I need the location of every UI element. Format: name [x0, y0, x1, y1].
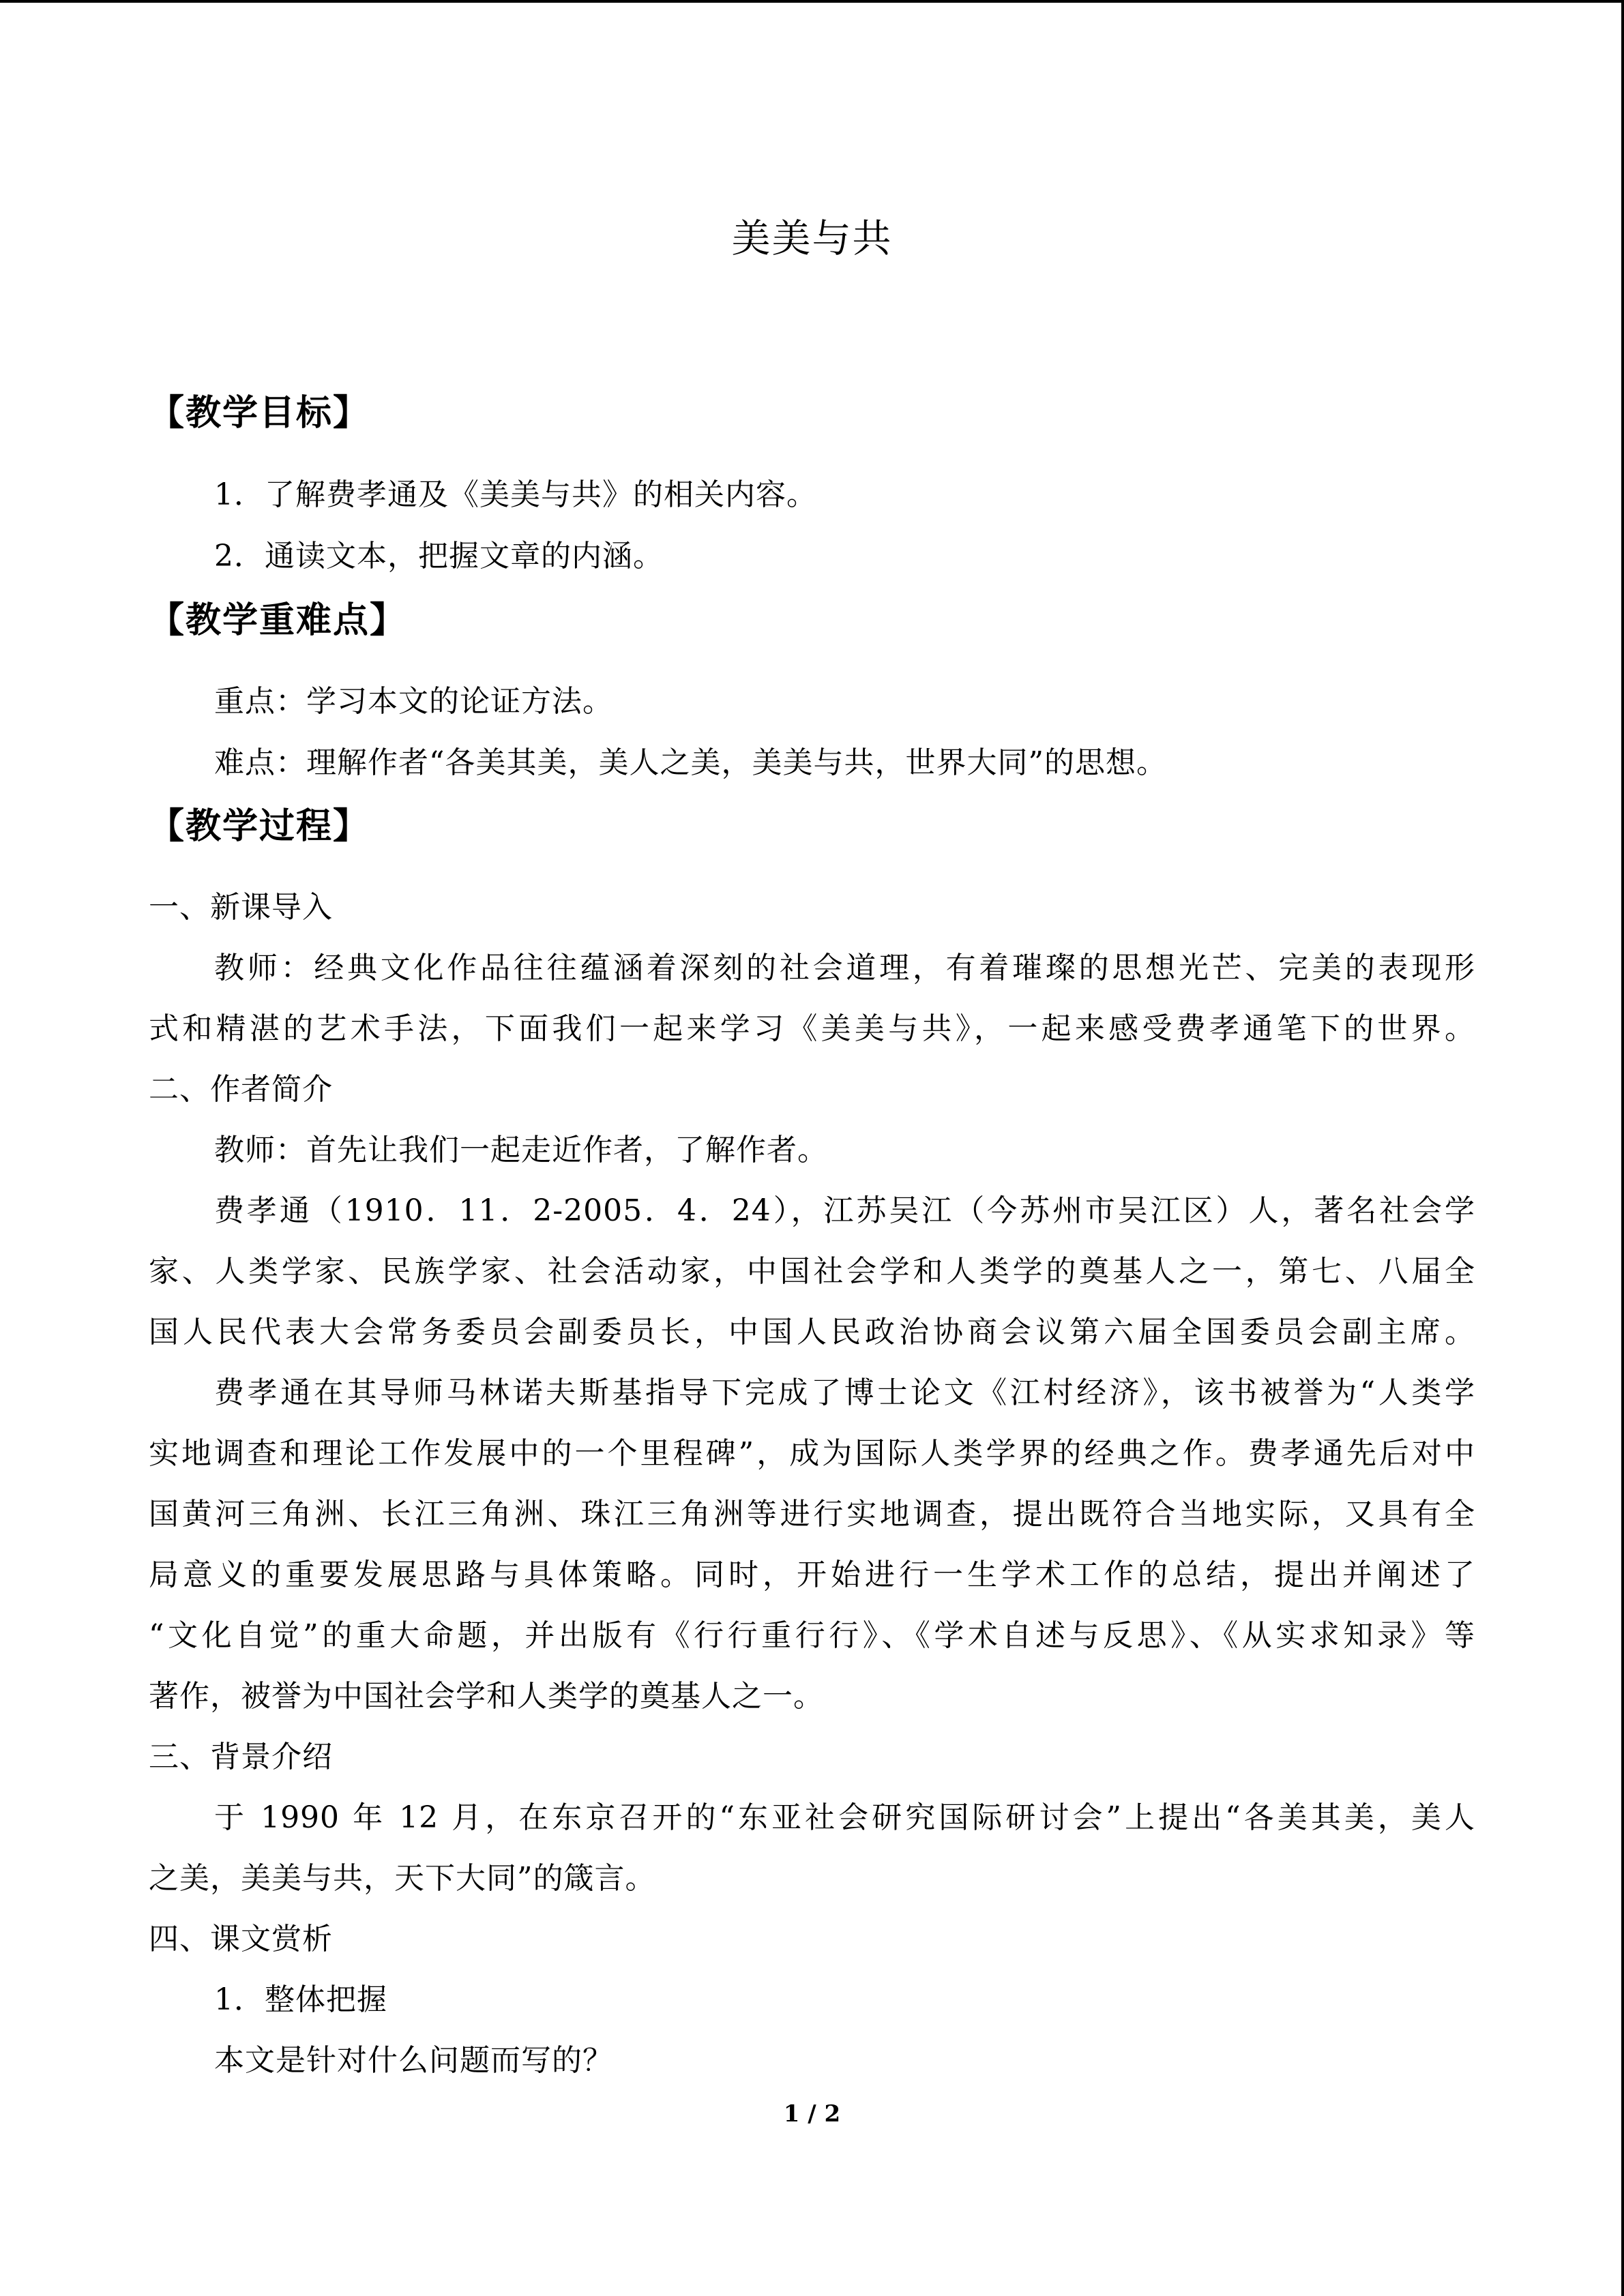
- paragraph-line: 费孝通在其导师马林诺夫斯基指导下完成了博士论文《江村经济》，该书被誉为“人类学: [214, 1375, 1475, 1410]
- paragraph-line: 著作，被誉为中国社会学和人类学的奠基人之一。: [149, 1679, 824, 1714]
- paragraph-line: 式和精湛的艺术手法，下面我们一起来学习《美美与共》，一起来感受费孝通笔下的世界。: [149, 1011, 1475, 1046]
- page-number: 1 / 2: [783, 2100, 841, 2128]
- paragraph-line: 国人民代表大会常务委员会副委员长，中国人民政治协商会议第六届全国委员会副主席。: [149, 1315, 1475, 1350]
- paragraph-line: 费孝通（1910．11．2-2005．4．24），江苏吴江（今苏州市吴江区）人，著名社会学: [214, 1193, 1475, 1228]
- paragraph-line: 实地调查和理论工作发展中的一个里程碑”，成为国际人类学界的经典之作。费孝通先后对中: [149, 1436, 1475, 1471]
- paragraph-line: 于 1990 年 12 月，在东京召开的“东亚社会研究国际研讨会”上提出“各美其美，美人: [214, 1800, 1475, 1835]
- paragraph-line: 国黄河三角洲、长江三角洲、珠江三角洲等进行实地调查，提出既符合当地实际，又具有全: [149, 1497, 1475, 1532]
- document-title: 美美与共: [731, 216, 893, 261]
- section-heading-background: 三、背景介绍: [149, 1740, 333, 1774]
- paragraph-line: 家、人类学家、民族学家、社会活动家，中国社会学和人类学的奠基人之一，第七、八届全: [149, 1254, 1475, 1289]
- objective-item: 2．通读文本，把握文章的内涵。: [214, 539, 664, 573]
- key-point-item: 难点：理解作者“各美其美，美人之美，美美与共，世界大同”的思想。: [214, 745, 1167, 780]
- section-heading-intro: 一、新课导入: [149, 890, 333, 925]
- process-heading: 【教学过程】: [149, 806, 370, 847]
- subsection-heading: 1．整体把握: [214, 1982, 387, 2017]
- objective-item: 1．了解费孝通及《美美与共》的相关内容。: [214, 477, 817, 512]
- paragraph-line: 教师：首先让我们一起走近作者，了解作者。: [214, 1133, 828, 1167]
- paragraph-line: 局意义的重要发展思路与具体策略。同时，开始进行一生学术工作的总结，提出并阐述了: [149, 1557, 1475, 1592]
- paragraph-line: “文化自觉”的重大命题，并出版有《行行重行行》、《学术自述与反思》、《从实求知录》等: [149, 1618, 1475, 1653]
- section-heading-author: 二、作者简介: [149, 1072, 333, 1107]
- key-points-heading: 【教学重难点】: [149, 600, 407, 641]
- key-point-item: 重点：学习本文的论证方法。: [214, 684, 613, 719]
- section-heading-analysis: 四、课文赏析: [149, 1922, 333, 1956]
- paragraph-line: 本文是针对什么问题而写的？: [214, 2043, 613, 2078]
- paragraph-line: 教师：经典文化作品往往蕴涵着深刻的社会道理，有着璀璨的思想光芒、完美的表现形: [214, 951, 1475, 985]
- paragraph-line: 之美，美美与共，天下大同”的箴言。: [149, 1861, 656, 1896]
- objectives-heading: 【教学目标】: [149, 393, 370, 434]
